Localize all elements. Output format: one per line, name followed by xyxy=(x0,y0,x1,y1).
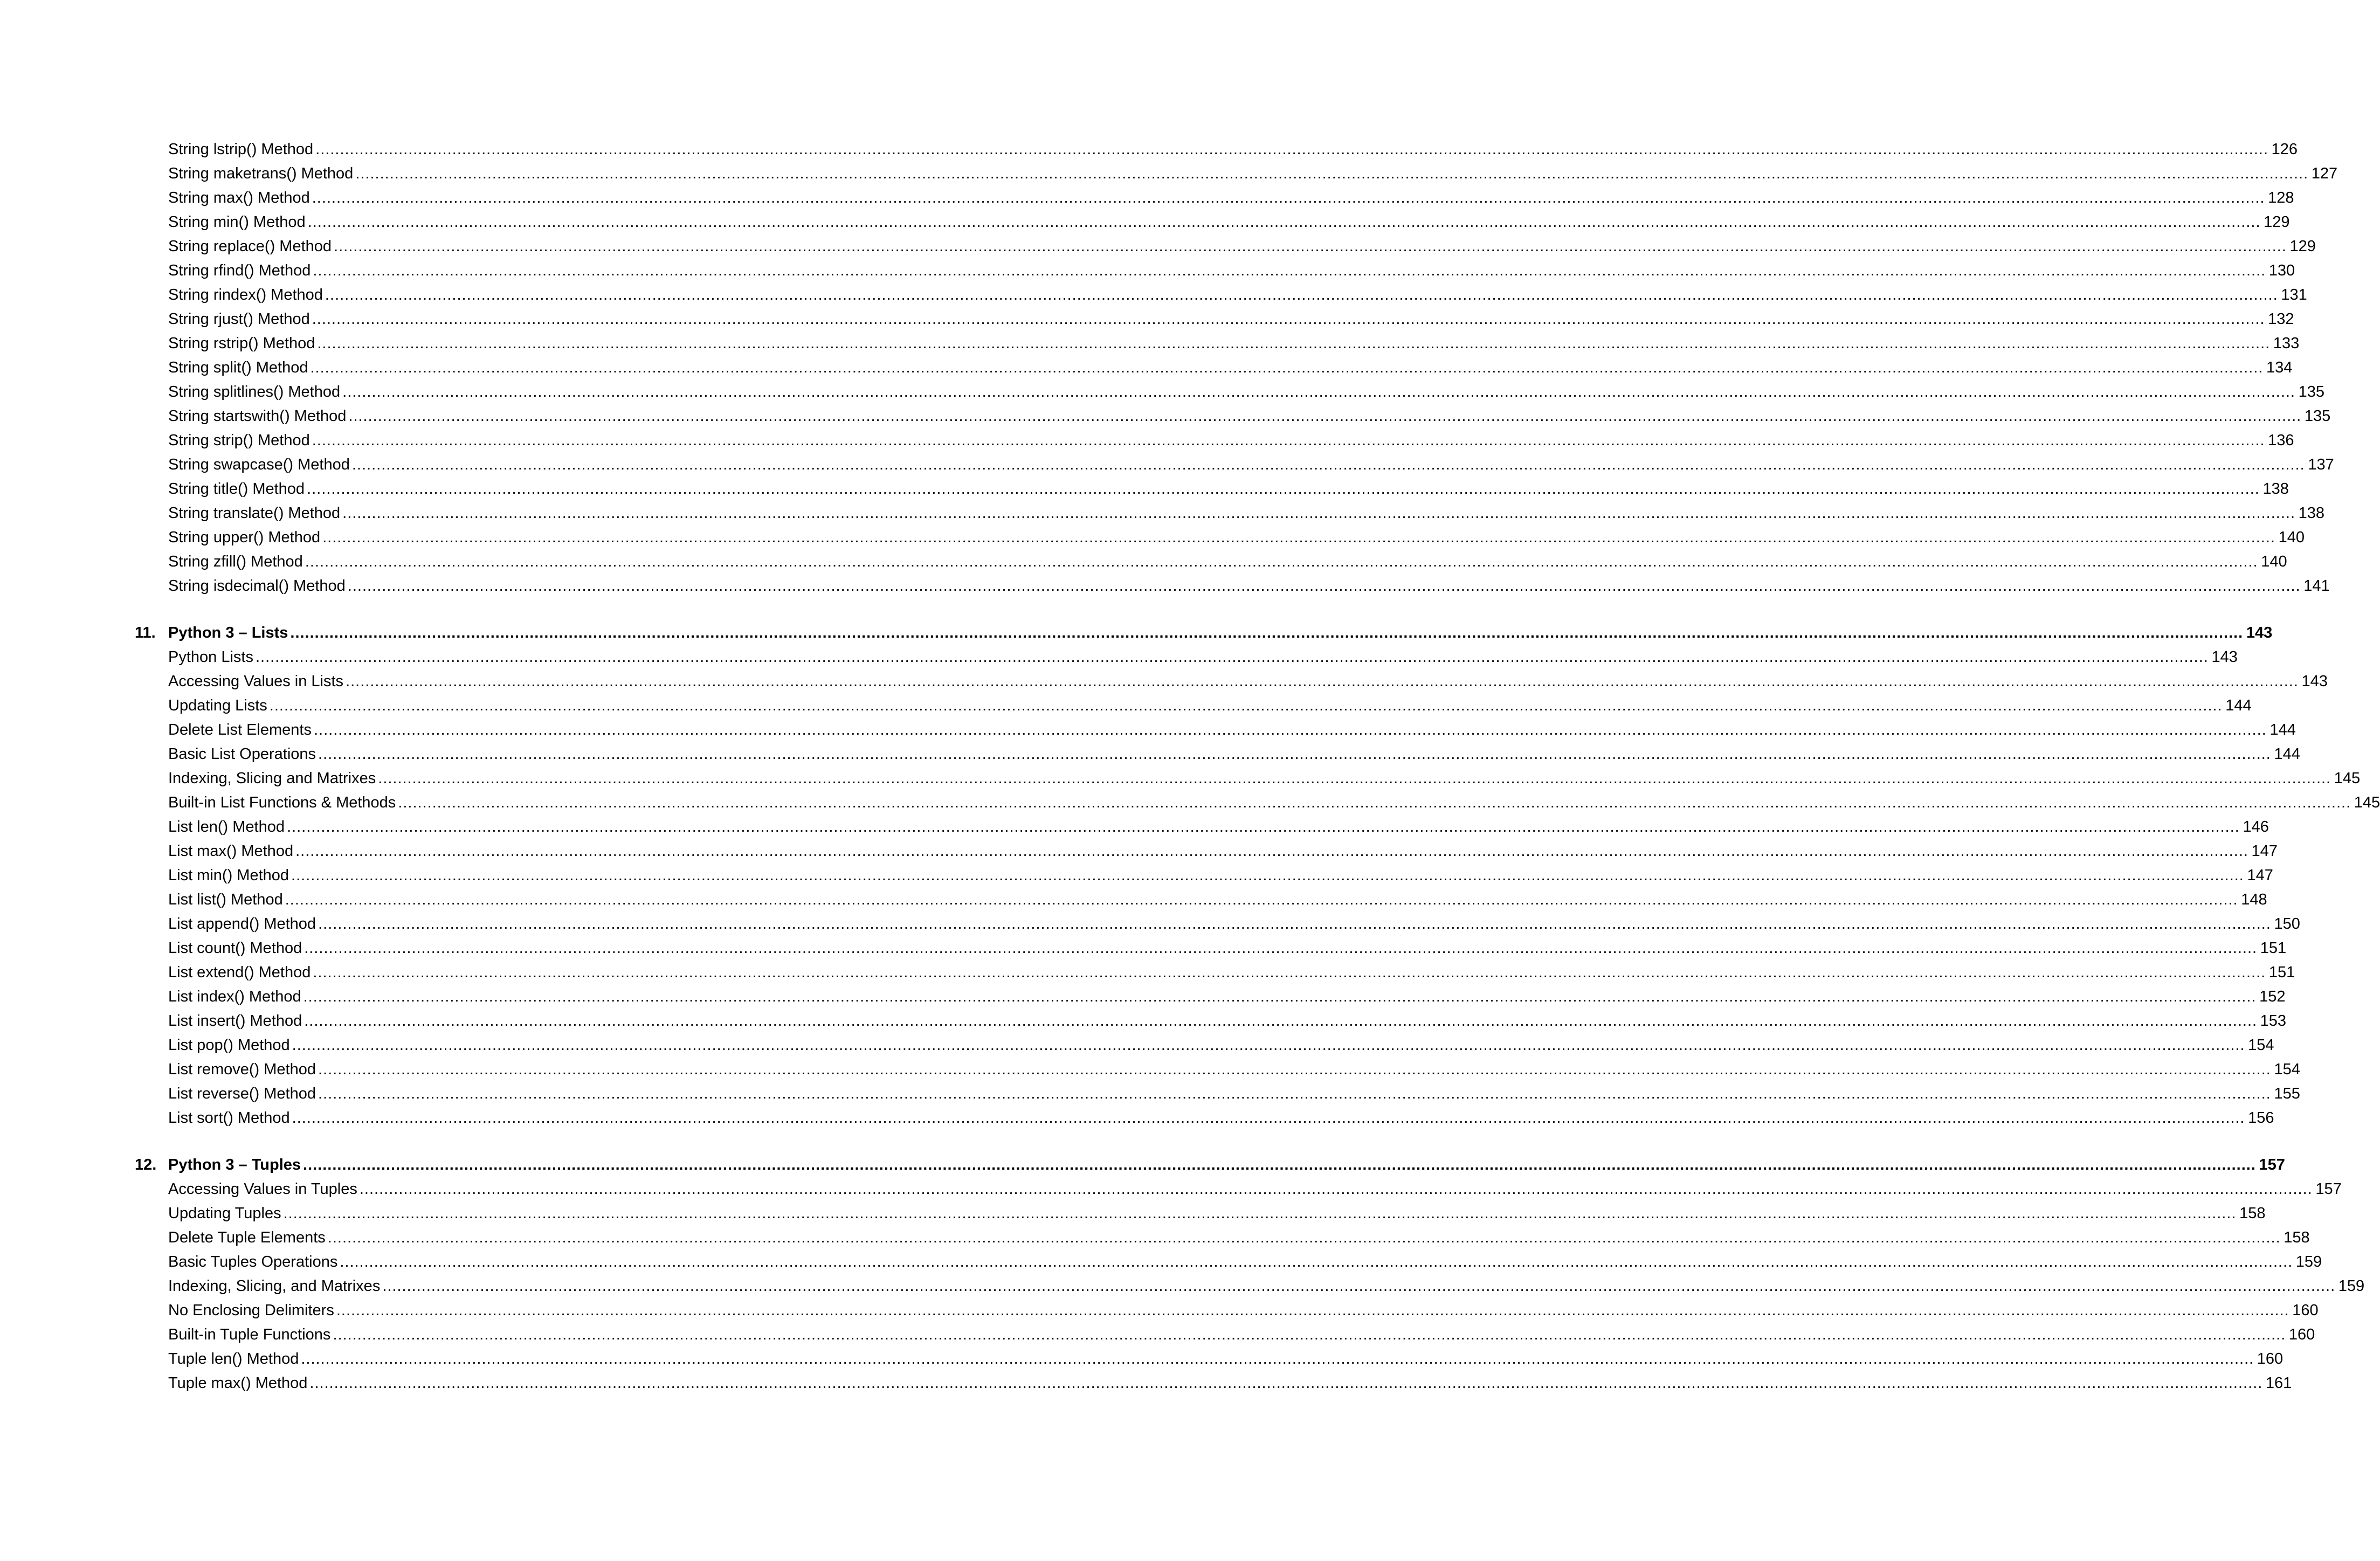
toc-entry-row xyxy=(135,208,2290,232)
toc-entry-title: String title() Method xyxy=(168,480,305,498)
toc-entry-row xyxy=(135,474,2289,499)
toc-entry-row xyxy=(135,1369,2292,1393)
toc-entry-row xyxy=(135,523,2305,547)
toc-page-number: 127 xyxy=(2311,165,2338,182)
toc-entry-row xyxy=(135,426,2294,450)
toc-entry-title: List count() Method xyxy=(168,940,302,957)
toc-entry-title: List pop() Method xyxy=(168,1037,290,1054)
toc-entry-row xyxy=(135,909,2300,934)
toc-entry-title: Basic List Operations xyxy=(168,745,316,763)
toc-entry-row xyxy=(135,377,2324,402)
toc-page-number: 143 xyxy=(2211,648,2238,666)
toc-page-number: 148 xyxy=(2241,891,2267,908)
toc-dot-leader: ................................................................................................................................................................................................................................................................................................................................................................................................................ xyxy=(291,867,2244,884)
toc-entry-title: String maketrans() Method xyxy=(168,165,354,182)
toc-entry-title: String rfind() Method xyxy=(168,262,311,279)
toc-entry-title: Indexing, Slicing, and Matrixes xyxy=(168,1277,381,1295)
toc-entry-row xyxy=(135,788,2380,812)
toc-entry-row xyxy=(135,353,2293,377)
toc-page-number: 130 xyxy=(2268,262,2295,279)
toc-dot-leader: ................................................................................................................................................................................................................................................................................................................................................................................................................ xyxy=(342,505,2296,522)
toc-dot-leader: ................................................................................................................................................................................................................................................................................................................................................................................................................ xyxy=(318,915,2271,933)
toc-dot-leader: ................................................................................................................................................................................................................................................................................................................................................................................................................ xyxy=(398,794,2351,811)
toc-page-number: 144 xyxy=(2225,697,2252,714)
toc-entry-row xyxy=(135,837,2278,861)
toc-dot-leader: ................................................................................................................................................................................................................................................................................................................................................................................................................ xyxy=(336,1302,2289,1319)
toc-entry-title: String upper() Method xyxy=(168,529,321,546)
toc-entry-row xyxy=(135,1296,2319,1320)
toc-entry-row xyxy=(135,1175,2342,1199)
toc-page-number: 135 xyxy=(2298,383,2324,400)
toc-page-number: 161 xyxy=(2265,1374,2292,1392)
toc-entry-row xyxy=(135,643,2238,667)
toc-entry-title: List min() Method xyxy=(168,867,289,884)
toc-dot-leader: ................................................................................................................................................................................................................................................................................................................................................................................................................ xyxy=(310,359,2264,376)
toc-entry-title: List remove() Method xyxy=(168,1061,316,1078)
toc-chapter-title: Python 3 – Tuples xyxy=(168,1156,301,1173)
toc-entry-row xyxy=(135,715,2296,740)
toc-entry-title: Tuple len() Method xyxy=(168,1350,299,1367)
toc-dot-leader: ................................................................................................................................................................................................................................................................................................................................................................................................................ xyxy=(327,1229,2281,1246)
toc-entry-row xyxy=(135,812,2269,837)
toc-dot-leader: ................................................................................................................................................................................................................................................................................................................................................................................................................ xyxy=(307,480,2260,498)
toc-entry-row xyxy=(135,1103,2274,1128)
toc-entry-title: List extend() Method xyxy=(168,964,311,981)
toc-dot-leader: ................................................................................................................................................................................................................................................................................................................................................................................................................ xyxy=(304,1012,2258,1030)
toc-entry-title: List sort() Method xyxy=(168,1109,290,1127)
toc-page-number: 153 xyxy=(2260,1012,2287,1030)
toc-dot-leader: ................................................................................................................................................................................................................................................................................................................................................................................................................ xyxy=(285,891,2238,908)
toc-chapter-row xyxy=(135,618,2273,643)
toc-dot-leader: ................................................................................................................................................................................................................................................................................................................................................................................................................ xyxy=(309,1374,2263,1392)
toc-page-number: 144 xyxy=(2274,745,2300,763)
toc-entry-row xyxy=(135,571,2330,596)
toc-entry-row xyxy=(135,232,2316,256)
toc-dot-leader: ................................................................................................................................................................................................................................................................................................................................................................................................................ xyxy=(318,1085,2271,1102)
toc-dot-leader: ................................................................................................................................................................................................................................................................................................................................................................................................................ xyxy=(378,770,2331,787)
toc-entry-title: List index() Method xyxy=(168,988,301,1005)
toc-page-number: 157 xyxy=(2315,1180,2342,1198)
toc-dot-leader: ................................................................................................................................................................................................................................................................................................................................................................................................................ xyxy=(322,529,2275,546)
toc-page-number: 140 xyxy=(2278,529,2305,546)
toc-dot-leader: ................................................................................................................................................................................................................................................................................................................................................................................................................ xyxy=(313,964,2266,981)
toc-entry-row xyxy=(135,691,2252,715)
toc-page-number: 138 xyxy=(2298,505,2325,522)
toc-dot-leader: ................................................................................................................................................................................................................................................................................................................................................................................................................ xyxy=(269,697,2223,714)
toc-entry-title: List reverse() Method xyxy=(168,1085,316,1102)
toc-chapter-number: 12. xyxy=(135,1156,157,1173)
toc-dot-leader: ................................................................................................................................................................................................................................................................................................................................................................................................................ xyxy=(317,335,2271,352)
toc-page-number: 134 xyxy=(2266,359,2293,376)
toc-entry-row xyxy=(135,280,2307,305)
toc-entry-title: String rindex() Method xyxy=(168,286,323,303)
toc-entry-row xyxy=(135,1006,2287,1031)
toc-entry-title: String splitlines() Method xyxy=(168,383,341,400)
toc-page-number: 151 xyxy=(2260,940,2287,957)
toc-page-number: 147 xyxy=(2251,842,2278,860)
toc-page-number: 141 xyxy=(2303,577,2330,595)
toc-page-number: 158 xyxy=(2239,1205,2266,1222)
toc-entry-title: List append() Method xyxy=(168,915,316,933)
toc-entry-title: String max() Method xyxy=(168,189,310,206)
toc-entry-title: Built-in List Functions & Methods xyxy=(168,794,396,811)
toc-entry-row xyxy=(135,740,2300,764)
toc-entry-row xyxy=(135,402,2331,426)
toc-dot-leader: ................................................................................................................................................................................................................................................................................................................................................................................................................ xyxy=(355,165,2309,182)
toc-entry-title: List insert() Method xyxy=(168,1012,302,1030)
toc-entry-title: String rjust() Method xyxy=(168,310,310,328)
toc-entry-title: String swapcase() Method xyxy=(168,456,350,473)
toc-dot-leader: ................................................................................................................................................................................................................................................................................................................................................................................................................ xyxy=(333,1326,2286,1343)
toc-page-number: 144 xyxy=(2269,721,2296,738)
toc-entry-row xyxy=(135,1223,2310,1247)
toc-entry-title: String lstrip() Method xyxy=(168,141,314,158)
toc-page-number: 143 xyxy=(2301,673,2328,690)
toc-page-number: 135 xyxy=(2304,407,2331,425)
toc-entry-title: String rstrip() Method xyxy=(168,335,315,352)
toc-entry-title: String translate() Method xyxy=(168,505,341,522)
toc-entry-row xyxy=(135,1344,2284,1369)
toc-entry-row xyxy=(135,1199,2266,1223)
toc-dot-leader: ................................................................................................................................................................................................................................................................................................................................................................................................................ xyxy=(304,940,2258,957)
toc-dot-leader: ................................................................................................................................................................................................................................................................................................................................................................................................................ xyxy=(303,988,2257,1005)
toc-entry-title: List max() Method xyxy=(168,842,294,860)
toc-page-number: 129 xyxy=(2289,238,2316,255)
toc-entry-row xyxy=(135,547,2287,571)
toc-page-number: 136 xyxy=(2268,432,2294,449)
toc-entry-row xyxy=(135,1272,2365,1296)
toc-page-number: 128 xyxy=(2268,189,2294,206)
toc-page-number: 151 xyxy=(2268,964,2295,981)
toc-entry-title: Accessing Values in Tuples xyxy=(168,1180,357,1198)
toc-entry-title: Accessing Values in Lists xyxy=(168,673,344,690)
toc-page-number: 140 xyxy=(2261,553,2287,570)
toc-entry-row xyxy=(135,1247,2322,1272)
toc-entry-row xyxy=(135,256,2295,280)
toc-dot-leader: ................................................................................................................................................................................................................................................................................................................................................................................................................ xyxy=(346,673,2299,690)
toc-page-number: 156 xyxy=(2248,1109,2274,1127)
toc-page-number: 145 xyxy=(2334,770,2361,787)
toc-page-number: 137 xyxy=(2308,456,2334,473)
toc-page-number: 160 xyxy=(2288,1326,2315,1343)
toc-dot-leader: ................................................................................................................................................................................................................................................................................................................................................................................................................ xyxy=(312,189,2265,206)
toc-chapter-title: Python 3 – Lists xyxy=(168,624,288,641)
toc-dot-leader: ................................................................................................................................................................................................................................................................................................................................................................................................................ xyxy=(382,1277,2336,1295)
toc-entry-title: Python Lists xyxy=(168,648,253,666)
toc-page-number: 145 xyxy=(2354,794,2380,811)
toc-page-number: 133 xyxy=(2273,335,2300,352)
toc-entry-title: String strip() Method xyxy=(168,432,310,449)
toc-entry-row xyxy=(135,305,2294,329)
toc-entry-title: Delete List Elements xyxy=(168,721,312,738)
toc-dot-leader: ................................................................................................................................................................................................................................................................................................................................................................................................................ xyxy=(313,262,2266,279)
toc-entry-title: String min() Method xyxy=(168,213,306,231)
toc-dot-leader: ................................................................................................................................................................................................................................................................................................................................................................................................................ xyxy=(351,456,2305,473)
toc-dot-leader: ................................................................................................................................................................................................................................................................................................................................................................................................................ xyxy=(359,1180,2313,1198)
toc-entry-row xyxy=(135,183,2294,208)
toc-page-number: 159 xyxy=(2295,1253,2322,1270)
toc-entry-title: String split() Method xyxy=(168,359,308,376)
table-of-contents xyxy=(135,135,2380,1393)
toc-entry-row xyxy=(135,499,2325,523)
toc-entry-row xyxy=(135,135,2298,159)
toc-page-number: 146 xyxy=(2243,818,2269,835)
toc-dot-leader: ................................................................................................................................................................................................................................................................................................................................................................................................................ xyxy=(312,432,2265,449)
toc-dot-leader: ................................................................................................................................................................................................................................................................................................................................................................................................................ xyxy=(315,141,2269,158)
toc-dot-leader: ................................................................................................................................................................................................................................................................................................................................................................................................................ xyxy=(295,842,2248,860)
toc-dot-leader: ................................................................................................................................................................................................................................................................................................................................................................................................................ xyxy=(347,577,2301,595)
toc-dot-leader: ................................................................................................................................................................................................................................................................................................................................................................................................................ xyxy=(313,721,2267,738)
toc-dot-leader: ................................................................................................................................................................................................................................................................................................................................................................................................................ xyxy=(325,286,2278,303)
toc-entry-row xyxy=(135,764,2361,788)
toc-entry-title: String zfill() Method xyxy=(168,553,303,570)
toc-entry-row xyxy=(135,1079,2300,1103)
toc-dot-leader: ................................................................................................................................................................................................................................................................................................................................................................................................................ xyxy=(292,1037,2245,1054)
toc-entry-row xyxy=(135,1055,2300,1079)
toc-dot-leader: ................................................................................................................................................................................................................................................................................................................................................................................................................ xyxy=(290,624,2244,641)
toc-entry-row xyxy=(135,934,2287,958)
toc-entry-title: String startswith() Method xyxy=(168,407,347,425)
toc-page-number: 150 xyxy=(2274,915,2300,933)
toc-page-number: 152 xyxy=(2259,988,2286,1005)
toc-dot-leader: ................................................................................................................................................................................................................................................................................................................................................................................................................ xyxy=(318,745,2271,763)
toc-chapter-number: 11. xyxy=(135,624,156,641)
toc-dot-leader: ................................................................................................................................................................................................................................................................................................................................................................................................................ xyxy=(312,310,2265,328)
toc-page-number: 129 xyxy=(2264,213,2290,231)
toc-entry-title: List len() Method xyxy=(168,818,285,835)
toc-entry-title: Updating Tuples xyxy=(168,1205,281,1222)
toc-page-number: 126 xyxy=(2271,141,2298,158)
toc-page-number: 154 xyxy=(2274,1061,2300,1078)
toc-entry-row xyxy=(135,450,2334,474)
toc-dot-leader: ................................................................................................................................................................................................................................................................................................................................................................................................................ xyxy=(305,553,2258,570)
toc-page-number: 155 xyxy=(2274,1085,2300,1102)
toc-entry-row xyxy=(135,982,2286,1006)
toc-entry-row xyxy=(135,329,2300,353)
toc-page-number: 143 xyxy=(2246,624,2273,641)
toc-entry-row xyxy=(135,958,2295,982)
toc-dot-leader: ................................................................................................................................................................................................................................................................................................................................................................................................................ xyxy=(255,648,2209,666)
toc-entry-title: Delete Tuple Elements xyxy=(168,1229,326,1246)
toc-dot-leader: ................................................................................................................................................................................................................................................................................................................................................................................................................ xyxy=(348,407,2302,425)
toc-dot-leader: ................................................................................................................................................................................................................................................................................................................................................................................................................ xyxy=(342,383,2295,400)
toc-page-number: 154 xyxy=(2248,1037,2274,1054)
toc-entry-row xyxy=(135,1031,2274,1055)
toc-dot-leader: ................................................................................................................................................................................................................................................................................................................................................................................................................ xyxy=(307,213,2261,231)
toc-dot-leader: ................................................................................................................................................................................................................................................................................................................................................................................................................ xyxy=(283,1205,2237,1222)
toc-entry-title: Tuple max() Method xyxy=(168,1374,308,1392)
toc-entry-title: Built-in Tuple Functions xyxy=(168,1326,331,1343)
toc-entry-row xyxy=(135,861,2273,885)
toc-page-number: 160 xyxy=(2257,1350,2284,1367)
toc-page-number: 160 xyxy=(2292,1302,2319,1319)
toc-page-number: 132 xyxy=(2268,310,2294,328)
toc-dot-leader: ................................................................................................................................................................................................................................................................................................................................................................................................................ xyxy=(292,1109,2245,1127)
toc-entry-title: String isdecimal() Method xyxy=(168,577,346,595)
toc-dot-leader: ................................................................................................................................................................................................................................................................................................................................................................................................................ xyxy=(303,1156,2256,1173)
toc-page-number: 138 xyxy=(2262,480,2289,498)
toc-entry-title: Basic Tuples Operations xyxy=(168,1253,338,1270)
toc-page-number: 157 xyxy=(2259,1156,2285,1173)
toc-page-number: 147 xyxy=(2247,867,2273,884)
toc-dot-leader: ................................................................................................................................................................................................................................................................................................................................................................................................................ xyxy=(340,1253,2293,1270)
toc-entry-title: No Enclosing Delimiters xyxy=(168,1302,334,1319)
toc-dot-leader: ................................................................................................................................................................................................................................................................................................................................................................................................................ xyxy=(334,238,2287,255)
toc-entry-row xyxy=(135,885,2267,909)
toc-entry-title: Updating Lists xyxy=(168,697,267,714)
toc-chapter-row xyxy=(135,1150,2285,1175)
toc-entry-title: List list() Method xyxy=(168,891,283,908)
toc-entry-title: String replace() Method xyxy=(168,238,332,255)
toc-dot-leader: ................................................................................................................................................................................................................................................................................................................................................................................................................ xyxy=(318,1061,2271,1078)
toc-page-number: 158 xyxy=(2284,1229,2310,1246)
toc-page-number: 131 xyxy=(2281,286,2307,303)
toc-entry-row xyxy=(135,1320,2315,1344)
toc-entry-row xyxy=(135,159,2338,183)
toc-entry-title: Indexing, Slicing and Matrixes xyxy=(168,770,376,787)
toc-dot-leader: ................................................................................................................................................................................................................................................................................................................................................................................................................ xyxy=(301,1350,2254,1367)
toc-entry-row xyxy=(135,667,2328,691)
toc-dot-leader: ................................................................................................................................................................................................................................................................................................................................................................................................................ xyxy=(287,818,2240,835)
toc-page-number: 159 xyxy=(2338,1277,2365,1295)
